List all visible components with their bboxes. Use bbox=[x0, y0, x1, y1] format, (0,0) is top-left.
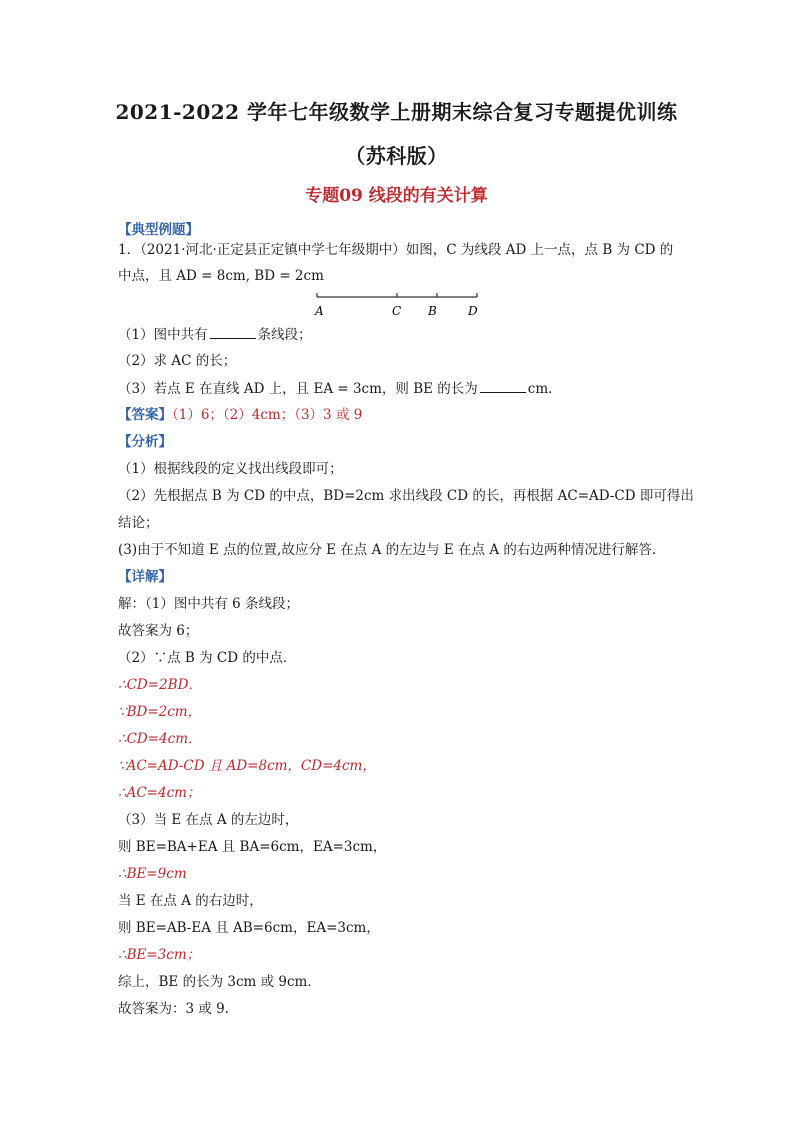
answer-label: 【答案】 bbox=[118, 407, 172, 423]
diagram-label-b: B bbox=[428, 304, 437, 318]
analysis-line: （1）根据线段的定义找出线段即可； bbox=[118, 461, 343, 477]
analysis-line: 结论； bbox=[118, 515, 159, 531]
detail-line: （3）当 E 在点 A 的左边时， bbox=[118, 812, 299, 828]
question-1: （1）图中共有 条线段； bbox=[118, 324, 688, 345]
detail-line: ∴CD=2BD． bbox=[118, 677, 202, 693]
detail-line: ∵BD=2cm， bbox=[118, 704, 202, 720]
answer-blank-1[interactable] bbox=[210, 324, 256, 339]
problem-statement-line2: 中点，且 AD = 8cm, BD = 2cm bbox=[118, 268, 324, 284]
diagram-label-d: D bbox=[468, 304, 478, 318]
document-title: 2021-2022 学年七年级数学上册期末综合复习专题提优训练 bbox=[115, 100, 678, 124]
detail-line: 当 E 在点 A 的右边时， bbox=[118, 893, 263, 909]
detail-line: ∵AC=AD-CD 且 AD=8cm，CD=4cm， bbox=[118, 758, 376, 774]
detail-line: ∴BE=9cm bbox=[118, 866, 187, 882]
detail-line: ∴CD=4cm． bbox=[118, 731, 202, 747]
diagram-label-a: A bbox=[315, 304, 324, 318]
detail-line: （2）∵点 B 为 CD 的中点． bbox=[118, 650, 297, 666]
analysis-label: 【分析】 bbox=[118, 434, 172, 450]
diagram-label-c: C bbox=[392, 304, 402, 318]
detail-line: 则 BE=AB-EA 且 AB=6cm，EA=3cm， bbox=[118, 920, 380, 936]
detail-line: 综上，BE 的长为 3cm 或 9cm． bbox=[118, 974, 321, 990]
answer-text: （1）6；（2）4cm；（3）3 或 9 bbox=[172, 407, 363, 423]
analysis-line: （2）先根据点 B 为 CD 的中点，BD=2cm 求出线段 CD 的长，再根据 AC=AD-CD 即可得出 bbox=[118, 488, 694, 504]
answer-blank-3[interactable] bbox=[480, 378, 526, 393]
answer-line bbox=[118, 405, 688, 425]
analysis-line: (3)由于不知道 E 点的位置,故应分 E 在点 A 的左边与 E 在点 A 的右边两种情况进行解答． bbox=[118, 542, 666, 558]
detail-line: 故答案为 6； bbox=[118, 623, 199, 639]
document-title-edition: （苏科版） bbox=[345, 144, 448, 168]
question-3: （3）若点 E 在直线 AD 上，且 EA = 3cm，则 BE 的长为 cm． bbox=[118, 378, 688, 399]
detail-line: 则 BE=BA+EA 且 BA=6cm，EA=3cm， bbox=[118, 839, 387, 855]
section-label: 【典型例题】 bbox=[118, 222, 199, 238]
detail-line: ∴AC=4cm； bbox=[118, 785, 201, 801]
problem-statement-line1: 1．（2021·河北·正定县正定镇中学七年级期中）如图，C 为线段 AD 上一点，点 B 为 CD 的 bbox=[118, 242, 674, 258]
detail-line: 解：（1）图中共有 6 条线段； bbox=[118, 596, 300, 612]
detail-line: 故答案为：3 或 9． bbox=[118, 1001, 239, 1017]
segment-diagram bbox=[305, 287, 495, 321]
detail-label: 【详解】 bbox=[118, 569, 172, 585]
topic-subtitle: 专题09 线段的有关计算 bbox=[305, 186, 488, 206]
detail-line: ∴BE=3cm； bbox=[118, 947, 201, 963]
question-2: （2）求 AC 的长； bbox=[118, 353, 237, 369]
